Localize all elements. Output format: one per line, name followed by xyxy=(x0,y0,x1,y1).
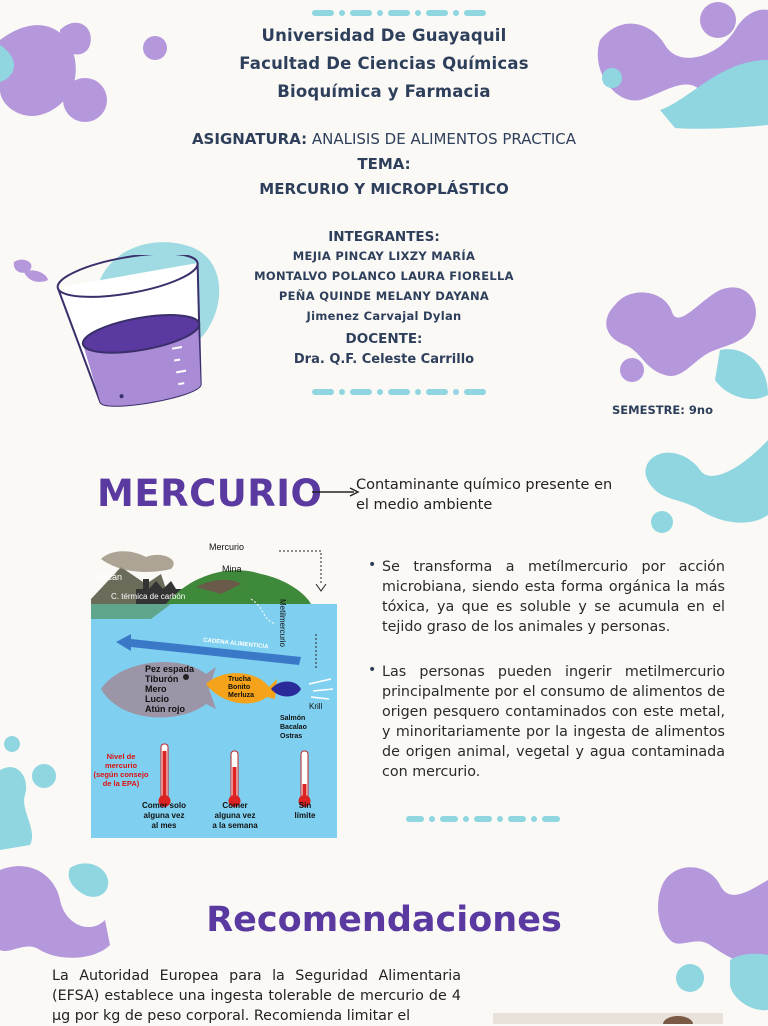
team-member: MONTALVO POLANCO LAURA FIORELLA xyxy=(254,269,514,283)
mercury-food-chain-infographic xyxy=(91,539,337,838)
label-advice-nolimit: Sin límite xyxy=(294,801,316,820)
list-item: • Se transforma a metílmercurio por acción microbiana, siendo esta forma orgánica la más tóxica, ya que es soluble y se acumula en el tejido graso de los animales y personas. xyxy=(368,557,725,635)
team xyxy=(234,228,534,368)
subject-label: ASIGNATURA: xyxy=(191,130,308,148)
beaker-illustration xyxy=(50,255,220,425)
label-metilmercurio: Metilmercurio xyxy=(278,599,287,648)
topic-label: TEMA: xyxy=(357,155,411,173)
infographic-art xyxy=(91,539,337,838)
recommendation-image xyxy=(493,1013,723,1024)
blob-top-left xyxy=(0,23,167,122)
label-mina: Mina xyxy=(222,564,242,574)
recommendations-title: Recomendaciones xyxy=(206,900,562,940)
mercury-bullets xyxy=(368,557,725,782)
course-info xyxy=(134,128,634,200)
teacher-label: DOCENTE: xyxy=(345,331,423,347)
list-item: • Las personas pueden ingerir metilmercurio principalmente por el consumo de alimentos de origen pesquero contaminados con este metal, y minoritariamente por la ingesta de alimentos de origen animal, vegetal y agua contaminada con mercurio. xyxy=(368,662,725,780)
blob-top-right xyxy=(598,2,768,129)
label-small-fish: Salmón Bacalao Ostras xyxy=(280,715,307,740)
label-advice-week: Comer alguna vez a la semana xyxy=(212,801,258,830)
arrow-icon xyxy=(312,486,360,498)
team-member: Jimenez Carvajal Dylan xyxy=(306,309,462,323)
divider-mercury xyxy=(406,816,560,822)
label-level: Nivel de mercurio (según consejo de la EPA) xyxy=(93,752,149,788)
label-mercurio: Mercurio xyxy=(209,542,245,552)
subject-value: ANALISIS DE ALIMENTOS PRACTICA xyxy=(311,130,577,148)
header xyxy=(184,22,584,106)
topic-value: MERCURIO Y MICROPLÁSTICO xyxy=(259,180,509,198)
label-termica: C. térmica de carbón xyxy=(111,592,186,601)
label-big-fish: Pez espada Tiburón Mero Lucio Atún rojo xyxy=(145,664,195,714)
blob-bottom-left xyxy=(0,863,110,957)
divider-top xyxy=(312,10,486,16)
semester: SEMESTRE: 9no xyxy=(612,403,713,417)
label-mid-fish: Trucha Bonito Merluza xyxy=(228,676,255,699)
blob-right-mid xyxy=(606,287,768,399)
team-member: MEJIA PINCAY LIXZY MARÍA xyxy=(292,249,476,263)
blob-left-teal xyxy=(0,736,56,850)
faculty-name: Facultad De Ciencias Químicas xyxy=(239,54,529,73)
career-name: Bioquímica y Farmacia xyxy=(277,82,491,101)
team-member: PEÑA QUINDE MELANY DAYANA xyxy=(278,289,490,303)
mercury-title: MERCURIO xyxy=(97,472,323,515)
teacher-name: Dra. Q.F. Celeste Carrillo xyxy=(293,352,475,367)
blob-right-teal xyxy=(645,440,768,533)
divider-header-bottom xyxy=(312,389,486,395)
mercury-definition: Contaminante químico presente en el medio ambiente xyxy=(356,477,613,513)
label-krill: Krill xyxy=(309,702,323,711)
university-name: Universidad De Guayaquil xyxy=(261,26,507,45)
recommendations-text: La Autoridad Europea para la Seguridad Alimentaria (EFSA) establece una ingesta tolerable de mercurio de 4 µg por kg de peso corporal. Recomienda limitar el xyxy=(52,968,461,1024)
label-volcan: Volcán xyxy=(95,572,123,582)
team-label: INTEGRANTES: xyxy=(328,229,440,245)
label-advice-month: Comer solo alguna vez al mes xyxy=(141,801,186,830)
label-cadena: CADENA ALIMENTICIA xyxy=(202,637,269,651)
blob-bottom-right xyxy=(658,867,768,1010)
